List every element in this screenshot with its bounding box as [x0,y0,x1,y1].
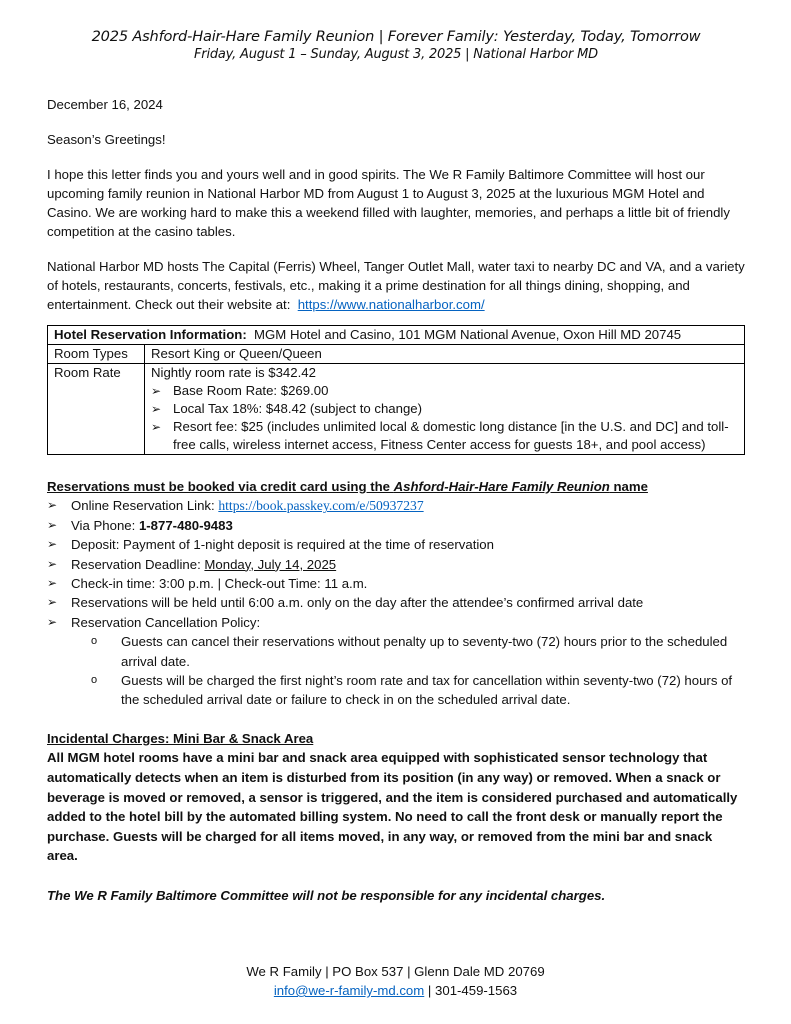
hotel-heading-cell [48,326,745,345]
arrow-bullet-icon: ➢ [47,556,58,571]
arrow-bullet-icon: ➢ [47,576,58,591]
arrow-bullet-icon: ➢ [151,402,162,416]
rate-item: ➢ Base Room Rate: $269.00 [151,383,329,398]
letterhead-title: 2025 Ashford-Hair-Hare Family Reunion | Forever Family: Yesterday, Today, Tomorrow [91,28,701,45]
list-item: o Guests will be charged the first night’s room rate and tax for cancellation within seventy-two (72) hours of the scheduled arrival date or failure to check in on the scheduled arrival date. [91,673,733,708]
list-item: o Guests can cancel their reservations without penalty up to seventy-two (72) hours prior to the scheduled arrival date. [91,634,728,669]
arrow-bullet-icon: ➢ [47,517,58,532]
hotel-address: MGM Hotel and Casino, 101 MGM National Avenue, Oxon Hill MD 20745 [254,327,682,342]
national-harbor-text: National Harbor MD hosts The Capital (Ferris) Wheel, Tanger Outlet Mall, water taxi to nearby DC and VA, and a variety of hotels, restaurants, concerts, festivals, etc., making it a prime destination for all things dining, shopping, and entertainment. Check out their website at: [47,259,745,312]
intro-paragraph: I hope this letter finds you and yours well and in good spirits. The We R Family Baltimore Committee will host our upcoming family reunion in National Harbor MD from August 1 to August 3, 2025 at the luxurious MGM Hotel and Casino. We are working hard to make this a weekend filled with laughter, memories, and perhaps a little bit of friendly competition at the casino tables. [47,167,730,239]
reservation-deadline: Monday, July 14, 2025 [204,556,337,572]
incidental-section [47,729,745,906]
room-types-value: Resort King or Queen/Queen [145,345,745,364]
footer-email-link[interactable]: info@we-r-family-md.com [273,983,425,998]
circle-bullet-icon: o [91,674,98,687]
reservations-list [47,496,745,709]
greeting: Season’s Greetings! [47,132,166,147]
reservations-section [47,477,745,710]
hotel-info-table [47,325,745,455]
list-item: ➢ Check-in time: 3:00 p.m. | Check-out Time: 11 a.m. [47,574,745,593]
room-rate-cell [145,364,745,455]
national-harbor-paragraph [47,257,745,314]
list-item: ➢ Online Reservation Link: https://book.passkey.com/e/50937237 [47,496,745,515]
rate-item: ➢ Local Tax 18%: $48.42 (subject to change) [151,401,423,416]
cancellation-policy-list [91,632,745,710]
rate-item: ➢ Resort fee: $25 (includes unlimited local & domestic long distance [in the U.S. and DC] and toll-free calls, wireless internet access, Fitness Center access for guests 18+, and pool access) [151,419,729,452]
incidental-text: All MGM hotel rooms have a mini bar and snack area equipped with sophisticated sensor technology that automatically detects when an item is disturbed from its position (in any way) or removed. When a snack or beverage is moved or removed, a sensor is triggered, and the item is considered purchased and automatically added to the hotel bill by the automated billing system. No need to call the front desk or manually report the purchase. Guests will be charged for all items moved, in any way, or removed from the mini bar and snack area. [47,750,738,864]
arrow-bullet-icon: ➢ [47,498,58,513]
letter-date: December 16, 2024 [47,97,163,112]
letter-page [47,28,745,906]
online-reservation-link[interactable]: https://book.passkey.com/e/50937237 [218,498,424,514]
arrow-bullet-icon: ➢ [47,595,58,610]
list-item: ➢ Reservation Deadline: Monday, July 14, 2025 [47,555,745,574]
list-item: ➢ Reservation Cancellation Policy: o Guests can cancel their reservations without penalty up to seventy-two (72) hours prior to the scheduled arrival date. o Guests will be charged the first night’s room rate and tax for cancellation within seventy-two (72) hours of the scheduled arrival date or failure to check in on the scheduled arrival date. [47,613,745,710]
letterhead-dates: Friday, August 1 – Sunday, August 3, 2025 | National Harbor MD [194,47,598,62]
reservations-heading: Reservations must be booked via credit card using the Ashford-Hair-Hare Family Reunion name [47,479,648,494]
footer-address: We R Family | PO Box 537 | Glenn Dale MD 20769 [246,964,545,979]
list-item: ➢ Deposit: Payment of 1-night deposit is required at the time of reservation [47,535,745,554]
arrow-bullet-icon: ➢ [47,537,58,552]
letterhead [47,28,745,62]
list-item: ➢ Reservations will be held until 6:00 a.m. only on the day after the attendee’s confirmed arrival date [47,593,745,612]
rate-breakdown-list [151,382,738,454]
reservation-phone: 1-877-480-9483 [138,517,233,533]
room-types-label: Room Types [48,345,145,364]
room-rate-value: Nightly room rate is $342.42 [151,365,316,380]
committee-disclaimer: The We R Family Baltimore Committee will not be responsible for any incidental charges. [47,888,606,904]
room-rate-label: Room Rate [48,364,145,455]
circle-bullet-icon: o [91,635,98,648]
national-harbor-link[interactable]: https://www.nationalharbor.com/ [297,297,485,312]
arrow-bullet-icon: ➢ [151,384,162,398]
incidental-heading: Incidental Charges: Mini Bar & Snack Area [47,730,314,746]
hotel-heading: Hotel Reservation Information: [54,327,247,342]
footer [0,962,791,1000]
footer-phone: | 301-459-1563 [424,983,518,998]
list-item: ➢ Via Phone: 1-877-480-9483 [47,516,745,535]
arrow-bullet-icon: ➢ [47,614,58,629]
arrow-bullet-icon: ➢ [151,420,162,434]
footer-contact [0,981,791,1000]
